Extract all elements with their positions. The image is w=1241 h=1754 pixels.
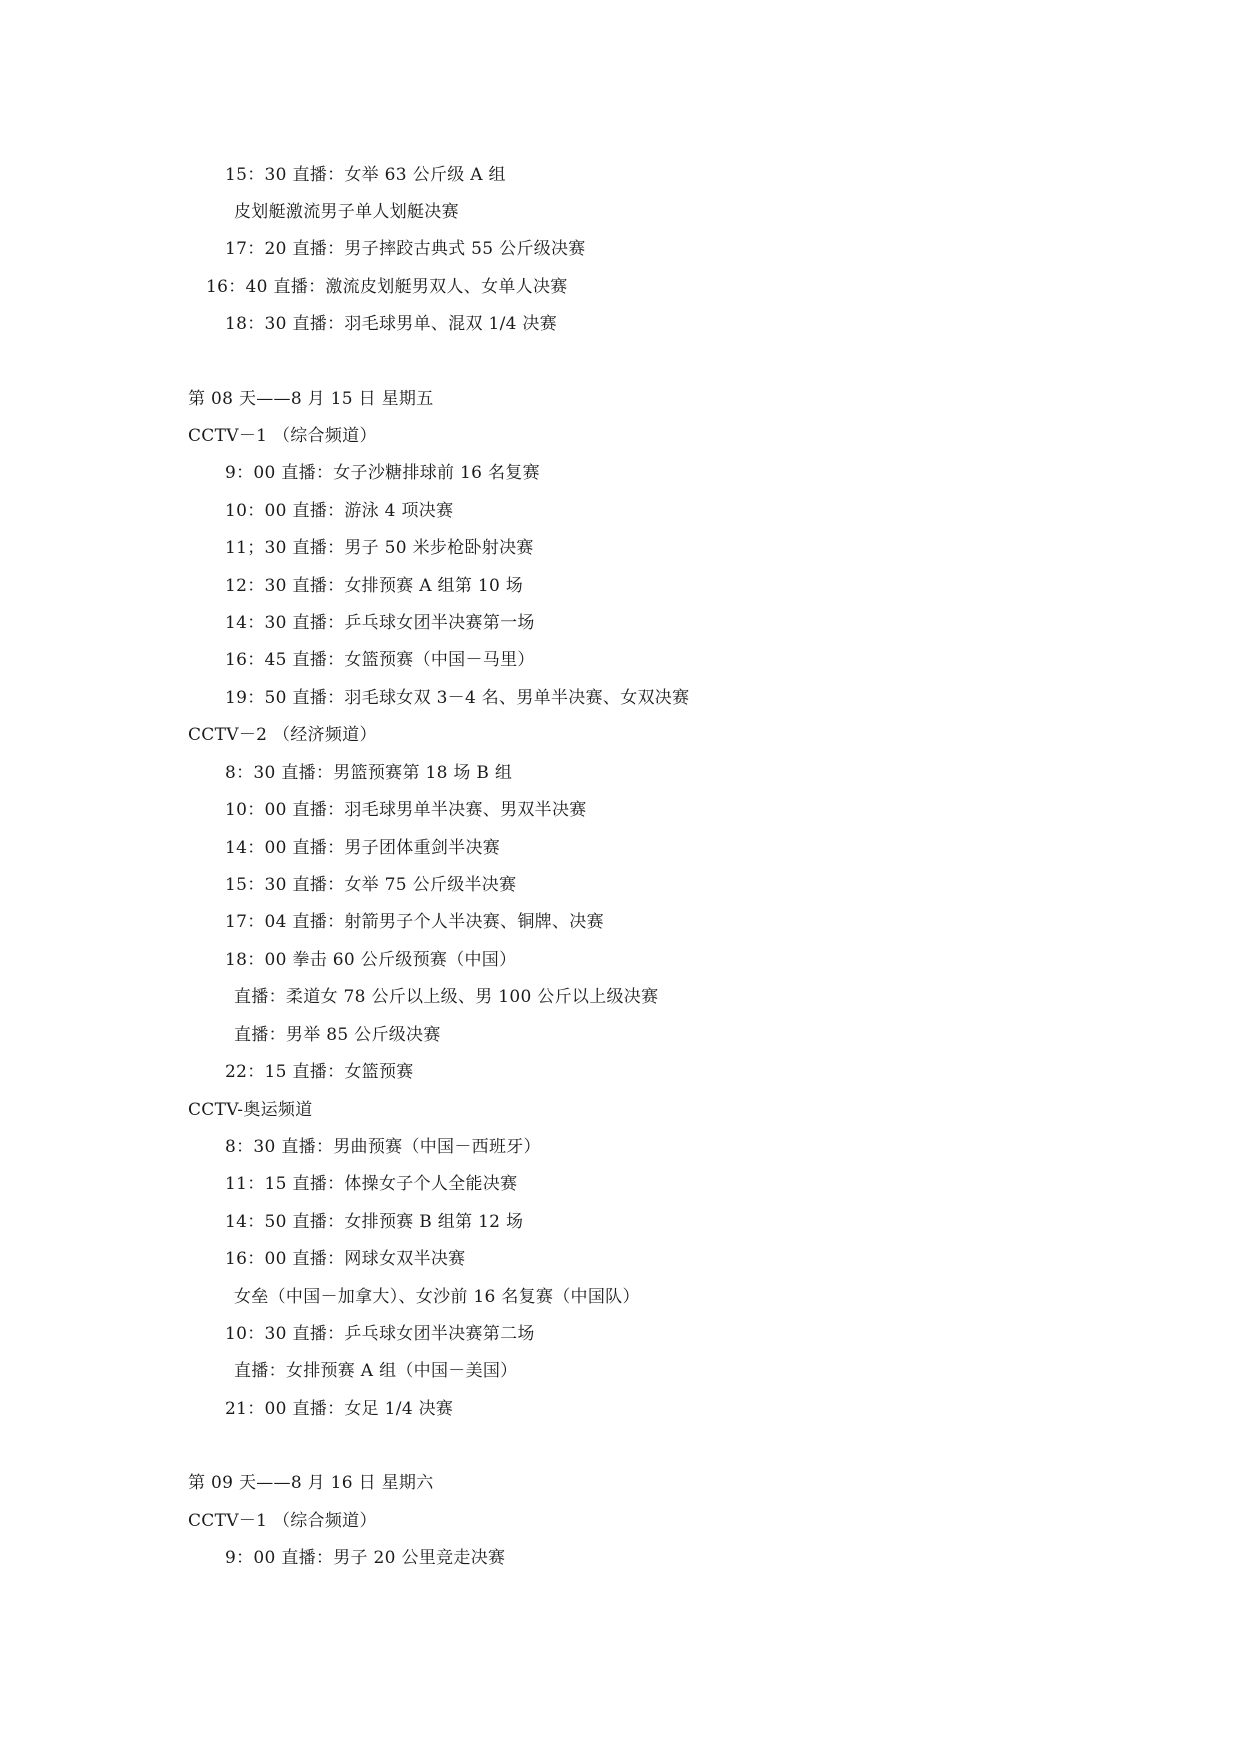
- schedule-line: 14：30 直播：乒乓球女团半决赛第一场: [225, 613, 535, 633]
- schedule-line: 直播：男举 85 公斤级决赛: [234, 1025, 441, 1045]
- schedule-line: 14：50 直播：女排预赛 B 组第 12 场: [225, 1212, 524, 1232]
- schedule-line: 18：30 直播：羽毛球男单、混双 1/4 决赛: [225, 314, 558, 334]
- schedule-line: 10：30 直播：乒乓球女团半决赛第二场: [225, 1324, 535, 1344]
- channel-title: CCTV－1 （综合频道）: [188, 1511, 377, 1531]
- schedule-line: 8：30 直播：男曲预赛（中国－西班牙）: [225, 1137, 541, 1157]
- schedule-line: 直播：女排预赛 A 组（中国－美国）: [234, 1361, 518, 1381]
- schedule-line: 18：00 拳击 60 公斤级预赛（中国）: [225, 950, 517, 970]
- schedule-line: 16：40 直播：激流皮划艇男双人、女单人决赛: [206, 277, 568, 297]
- channel-title: CCTV－1 （综合频道）: [188, 426, 377, 446]
- schedule-line: 16：45 直播：女篮预赛（中国－马里）: [225, 650, 535, 670]
- schedule-line: 16：00 直播：网球女双半决赛: [225, 1249, 466, 1269]
- schedule-line: 10：00 直播：羽毛球男单半决赛、男双半决赛: [225, 800, 587, 820]
- schedule-line: 直播：柔道女 78 公斤以上级、男 100 公斤以上级决赛: [234, 987, 659, 1007]
- schedule-line: 17：20 直播：男子摔跤古典式 55 公斤级决赛: [225, 239, 586, 259]
- channel-title: CCTV－2 （经济频道）: [188, 725, 377, 745]
- schedule-line: 10：00 直播：游泳 4 项决赛: [225, 501, 454, 521]
- schedule-line: 9：00 直播：男子 20 公里竞走决赛: [225, 1548, 506, 1568]
- schedule-line: 15：30 直播：女举 75 公斤级半决赛: [225, 875, 517, 895]
- schedule-line: 11；30 直播：男子 50 米步枪卧射决赛: [225, 538, 534, 558]
- channel-title: CCTV-奥运频道: [188, 1100, 313, 1120]
- schedule-line: 11：15 直播：体操女子个人全能决赛: [225, 1174, 518, 1194]
- schedule-line: 皮划艇激流男子单人划艇决赛: [234, 202, 459, 222]
- day-heading: 第 08 天——8 月 15 日 星期五: [188, 389, 434, 409]
- schedule-line: 19：50 直播：羽毛球女双 3－4 名、男单半决赛、女双决赛: [225, 688, 690, 708]
- schedule-line: 21：00 直播：女足 1/4 决赛: [225, 1399, 454, 1419]
- schedule-line: 8：30 直播：男篮预赛第 18 场 B 组: [225, 763, 513, 783]
- schedule-line: 22：15 直播：女篮预赛: [225, 1062, 414, 1082]
- schedule-line: 女垒（中国－加拿大）、女沙前 16 名复赛（中国队）: [234, 1287, 640, 1307]
- schedule-line: 14：00 直播：男子团体重剑半决赛: [225, 838, 501, 858]
- schedule-line: 17：04 直播：射箭男子个人半决赛、铜牌、决赛: [225, 912, 604, 932]
- schedule-line: 9：00 直播：女子沙糖排球前 16 名复赛: [225, 463, 540, 483]
- schedule-line: 12：30 直播：女排预赛 A 组第 10 场: [225, 576, 524, 596]
- day-heading: 第 09 天——8 月 16 日 星期六: [188, 1473, 434, 1493]
- schedule-line: 15：30 直播：女举 63 公斤级 A 组: [225, 165, 506, 185]
